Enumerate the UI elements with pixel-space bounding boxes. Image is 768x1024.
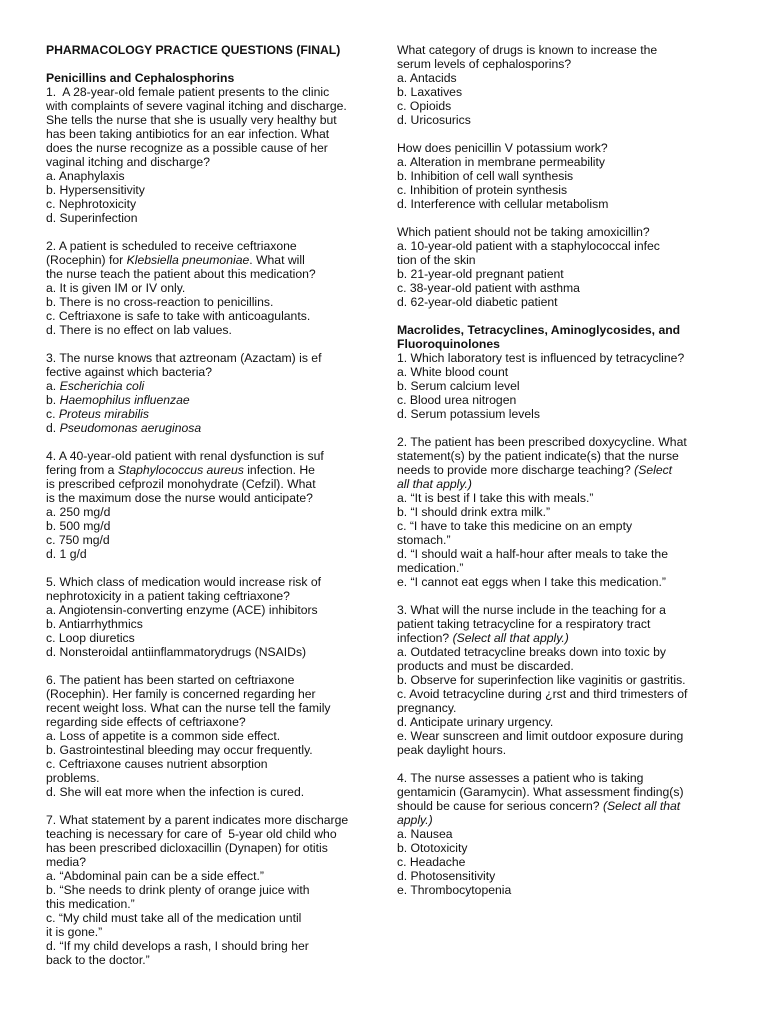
line-text: b. Hypersensitivity [46,183,145,197]
line-text: peak daylight hours. [397,743,507,757]
text-line [46,897,376,911]
text-line [46,743,376,757]
line-text-after: infection. He [243,463,315,477]
line-text: c. “My child must take all of the medication until [46,911,302,925]
line-text: d. Anticipate urinary urgency. [397,715,554,729]
line-text: it is gone.” [46,925,103,939]
text-line [397,743,737,757]
text-line [46,491,376,505]
left-column [46,43,376,967]
line-text: She tells the nurse that she is usually very healthy but [46,113,337,127]
line-text: e. “I cannot eat eggs when I take this medication.” [397,575,666,589]
line-text: a. Loss of appetite is a common side effect. [46,729,281,743]
text-line [46,169,376,183]
line-text: gentamicin (Garamycin). What assessment finding(s) [397,785,684,799]
line-text: has been taking antibiotics for an ear infection. What [46,127,330,141]
line-text: d. 1 g/d [46,547,87,561]
text-line [397,617,737,631]
line-text: Which patient should not be taking amoxicillin? [397,225,650,239]
text-line [397,687,737,701]
line-text: d. “If my child develops a rash, I should bring her [46,939,309,953]
text-line [46,729,376,743]
heading-line [46,43,376,57]
text-line [46,673,376,687]
text-line [46,309,376,323]
line-text: has been prescribed dicloxacillin (Dynapen) for otitis [46,841,328,855]
text-line [397,393,737,407]
spacer [46,561,376,575]
text-line [397,547,737,561]
line-text: back to the doctor.” [46,953,150,967]
text-line [397,561,737,575]
line-text: tion of the skin [397,253,476,267]
text-line [46,197,376,211]
spacer [397,421,737,435]
line-text: a. It is given IM or IV only. [46,281,186,295]
text-line [397,799,737,813]
line-text: c. “I have to take this medicine on an empty [397,519,633,533]
line-text: a. 10-year-old patient with a staphylococcal infec [397,239,660,253]
line-text: c. Blood urea nitrogen [397,393,517,407]
line-text: b. Antiarrhythmics [46,617,143,631]
text-line [46,113,376,127]
text-line [46,141,376,155]
line-text: b. Inhibition of cell wall synthesis [397,169,574,183]
line-text: b. There is no cross-reaction to penicillins. [46,295,274,309]
line-text: a. “Abdominal pain can be a side effect.” [46,869,264,883]
line-text: c. Avoid tetracycline during ¿rst and third trimesters of [397,687,688,701]
line-text: d. 62-year-old diabetic patient [397,295,558,309]
line-text: pregnancy. [397,701,457,715]
spacer [46,799,376,813]
heading-line [397,337,737,351]
text-line [46,645,376,659]
text-line [397,197,737,211]
line-text: b. “I should drink extra milk.” [397,505,551,519]
text-line [46,477,376,491]
line-text: a. Alteration in membrane permeability [397,155,605,169]
italic-text: Staphylococcus aureus [117,463,244,477]
line-text: c. 750 mg/d [46,533,110,547]
line-text: b. Laxatives [397,85,463,99]
line-text: b. 21-year-old pregnant patient [397,267,564,281]
italic-text: Proteus mirabilis [58,407,149,421]
line-text: c. 38-year-old patient with asthma [397,281,580,295]
text-line [397,407,737,421]
line-text: a. Outdated tetracycline breaks down into toxic by [397,645,666,659]
text-line [46,323,376,337]
text-line [397,771,737,785]
line-text: fective against which bacteria? [46,365,212,379]
line-text: d. “I should wait a half-hour after meals to take the [397,547,668,561]
line-text: statement(s) by the patient indicate(s) that the nurse [397,449,679,463]
text-line [46,295,376,309]
text-line [397,785,737,799]
line-text: Macrolides, Tetracyclines, Aminoglycosides, and [397,323,681,337]
line-text: b. Gastrointestinal bleeding may occur frequently. [46,743,313,757]
spacer [397,211,737,225]
line-text: 2. A patient is scheduled to receive ceftriaxone [46,239,297,253]
text-line [397,645,737,659]
line-text: d. Interference with cellular metabolism [397,197,609,211]
text-line [397,729,737,743]
text-line [397,659,737,673]
text-line [46,519,376,533]
line-text: d. There is no effect on lab values. [46,323,232,337]
line-text: b. “She needs to drink plenty of orange juice with [46,883,310,897]
line-text: does the nurse recognize as a possible cause of her [46,141,328,155]
line-text: 4. The nurse assesses a patient who is taking [397,771,644,785]
italic-text: (Select all that apply.) [452,631,569,645]
text-line [46,631,376,645]
text-line [46,211,376,225]
line-text: c. Ceftriaxone causes nutrient absorption [46,757,268,771]
text-line [46,393,376,407]
text-line [397,869,737,883]
text-line [46,589,376,603]
text-line [397,85,737,99]
text-line [46,785,376,799]
text-line [46,813,376,827]
line-text: c. Ceftriaxone is safe to take with anticoagulants. [46,309,311,323]
text-line [46,351,376,365]
text-line [46,239,376,253]
text-line [397,631,737,645]
line-text: recent weight loss. What can the nurse tell the family [46,701,331,715]
line-text: a. Anaphylaxis [46,169,125,183]
text-line [46,771,376,785]
text-line [46,267,376,281]
text-line [397,491,737,505]
text-line [46,757,376,771]
text-line [46,701,376,715]
line-text: needs to provide more discharge teaching? [397,463,635,477]
italic-text: Escherichia coli [59,379,145,393]
line-text: media? [46,855,86,869]
spacer [397,127,737,141]
text-line [46,99,376,113]
italic-text: (Select [634,463,673,477]
line-text: d. [46,421,60,435]
spacer [46,337,376,351]
text-line [397,519,737,533]
text-line [397,701,737,715]
line-text: products and must be discarded. [397,659,574,673]
text-line [46,603,376,617]
text-line [397,113,737,127]
text-line [397,883,737,897]
line-text: b. Serum calcium level [397,379,520,393]
line-text: 1. Which laboratory test is influenced by tetracycline? [397,351,685,365]
text-line [397,239,737,253]
text-line [397,253,737,267]
line-text: should be cause for serious concern? [397,799,603,813]
text-line [397,813,737,827]
text-line [46,827,376,841]
line-text: c. Loop diuretics [46,631,135,645]
line-text: fering from a [46,463,118,477]
text-line [46,365,376,379]
text-line [397,827,737,841]
text-line [46,953,376,967]
line-text: a. Nausea [397,827,453,841]
line-text: c. Opioids [397,99,452,113]
text-line [397,169,737,183]
line-text: Penicillins and Cephalosphorins [46,71,235,85]
text-line [397,351,737,365]
spacer [46,57,376,71]
line-text: (Rocephin). Her family is concerned regarding her [46,687,316,701]
heading-line [46,71,376,85]
line-text: 3. What will the nurse include in the teaching for a [397,603,666,617]
line-text: c. Nephrotoxicity [46,197,137,211]
text-line [397,449,737,463]
text-line [46,617,376,631]
text-line [46,533,376,547]
text-line [397,463,737,477]
text-line [46,155,376,169]
line-text: b. [46,393,60,407]
text-line [46,855,376,869]
italic-text: Pseudomonas aeruginosa [59,421,202,435]
line-text: this medication.” [46,897,135,911]
text-line [46,421,376,435]
line-text: a. [46,379,60,393]
text-line [46,407,376,421]
spacer [46,225,376,239]
text-line [46,715,376,729]
italic-text: (Select all that [602,799,681,813]
text-line [46,449,376,463]
text-line [397,295,737,309]
text-line [397,155,737,169]
text-line [397,673,737,687]
line-text: c. [46,407,59,421]
text-line [46,841,376,855]
line-text: is prescribed cefprozil monohydrate (Cefzil). What [46,477,316,491]
line-text: e. Thrombocytopenia [397,883,512,897]
text-line [397,855,737,869]
text-line [397,379,737,393]
text-line [397,71,737,85]
italic-text: Klebsiella pneumoniae [126,253,250,267]
line-text: d. Photosensitivity [397,869,496,883]
text-line [397,365,737,379]
line-text: d. Uricosurics [397,113,471,127]
line-text: Fluoroquinolones [397,337,500,351]
spacer [397,309,737,323]
line-text: nephrotoxicity in a patient taking ceftriaxone? [46,589,290,603]
text-line [46,505,376,519]
text-line [397,57,737,71]
line-text: a. Angiotensin-converting enzyme (ACE) inhibitors [46,603,318,617]
text-line [397,533,737,547]
text-line [397,43,737,57]
text-line [397,435,737,449]
text-line [46,379,376,393]
text-line [397,141,737,155]
italic-text: all that apply.) [397,477,472,491]
text-line [46,687,376,701]
text-line [46,85,376,99]
text-line [397,99,737,113]
line-text: is the maximum dose the nurse would anticipate? [46,491,313,505]
text-line [46,939,376,953]
line-text: vaginal itching and discharge? [46,155,210,169]
spacer [397,757,737,771]
line-text: c. Headache [397,855,466,869]
line-text: 5. Which class of medication would increase risk of [46,575,322,589]
text-line [46,925,376,939]
text-line [46,547,376,561]
line-text: b. Observe for superinfection like vaginitis or gastritis. [397,673,686,687]
line-text: infection? [397,631,453,645]
line-text: 6. The patient has been started on ceftriaxone [46,673,295,687]
line-text: d. Serum potassium levels [397,407,540,421]
line-text: d. Superinfection [46,211,138,225]
line-text: the nurse teach the patient about this medication? [46,267,316,281]
line-text: teaching is necessary for care of 5-year old child who [46,827,337,841]
text-line [46,281,376,295]
line-text: b. 500 mg/d [46,519,111,533]
line-text: serum levels of cephalosporins? [397,57,572,71]
right-column [397,43,737,897]
text-line [46,253,376,267]
spacer [46,435,376,449]
text-line [397,183,737,197]
line-text: e. Wear sunscreen and limit outdoor exposure during [397,729,684,743]
text-line [46,575,376,589]
text-line [397,505,737,519]
line-text: How does penicillin V potassium work? [397,141,608,155]
line-text: a. White blood count [397,365,509,379]
text-line [397,715,737,729]
line-text: d. She will eat more when the infection is cured. [46,785,305,799]
text-line [46,883,376,897]
line-text: What category of drugs is known to increase the [397,43,658,57]
line-text: 2. The patient has been prescribed doxycycline. What [397,435,687,449]
line-text: with complaints of severe vaginal itching and discharge. [46,99,347,113]
text-line [46,127,376,141]
line-text: problems. [46,771,100,785]
text-line [397,575,737,589]
spacer [397,589,737,603]
line-text: PHARMACOLOGY PRACTICE QUESTIONS (FINAL) [46,43,341,57]
line-text: c. Inhibition of protein synthesis [397,183,568,197]
text-line [397,603,737,617]
line-text: 7. What statement by a parent indicates more discharge [46,813,349,827]
line-text: patient taking tetracycline for a respiratory tract [397,617,651,631]
text-line [397,477,737,491]
spacer [46,659,376,673]
italic-text: apply.) [397,813,433,827]
heading-line [397,323,737,337]
line-text: regarding side effects of ceftriaxone? [46,715,246,729]
line-text: d. Nonsteroidal antiinflammatorydrugs (NSAIDs) [46,645,307,659]
line-text: a. “It is best if I take this with meals.” [397,491,594,505]
line-text: medication.” [397,561,464,575]
line-text: 4. A 40-year-old patient with renal dysfunction is suf [46,449,324,463]
line-text: 3. The nurse knows that aztreonam (Azactam) is ef [46,351,322,365]
text-line [397,281,737,295]
line-text: 1. A 28-year-old female patient presents to the clinic [46,85,330,99]
italic-text: Haemophilus influenzae [59,393,190,407]
text-line [46,869,376,883]
text-line [46,183,376,197]
text-line [397,267,737,281]
line-text: a. 250 mg/d [46,505,111,519]
text-line [46,463,376,477]
text-line [397,841,737,855]
line-text: (Rocephin) for [46,253,127,267]
line-text: b. Ototoxicity [397,841,468,855]
line-text: stomach.” [397,533,451,547]
text-line [397,225,737,239]
text-line [46,911,376,925]
line-text-after: . What will [249,253,305,267]
line-text: a. Antacids [397,71,457,85]
